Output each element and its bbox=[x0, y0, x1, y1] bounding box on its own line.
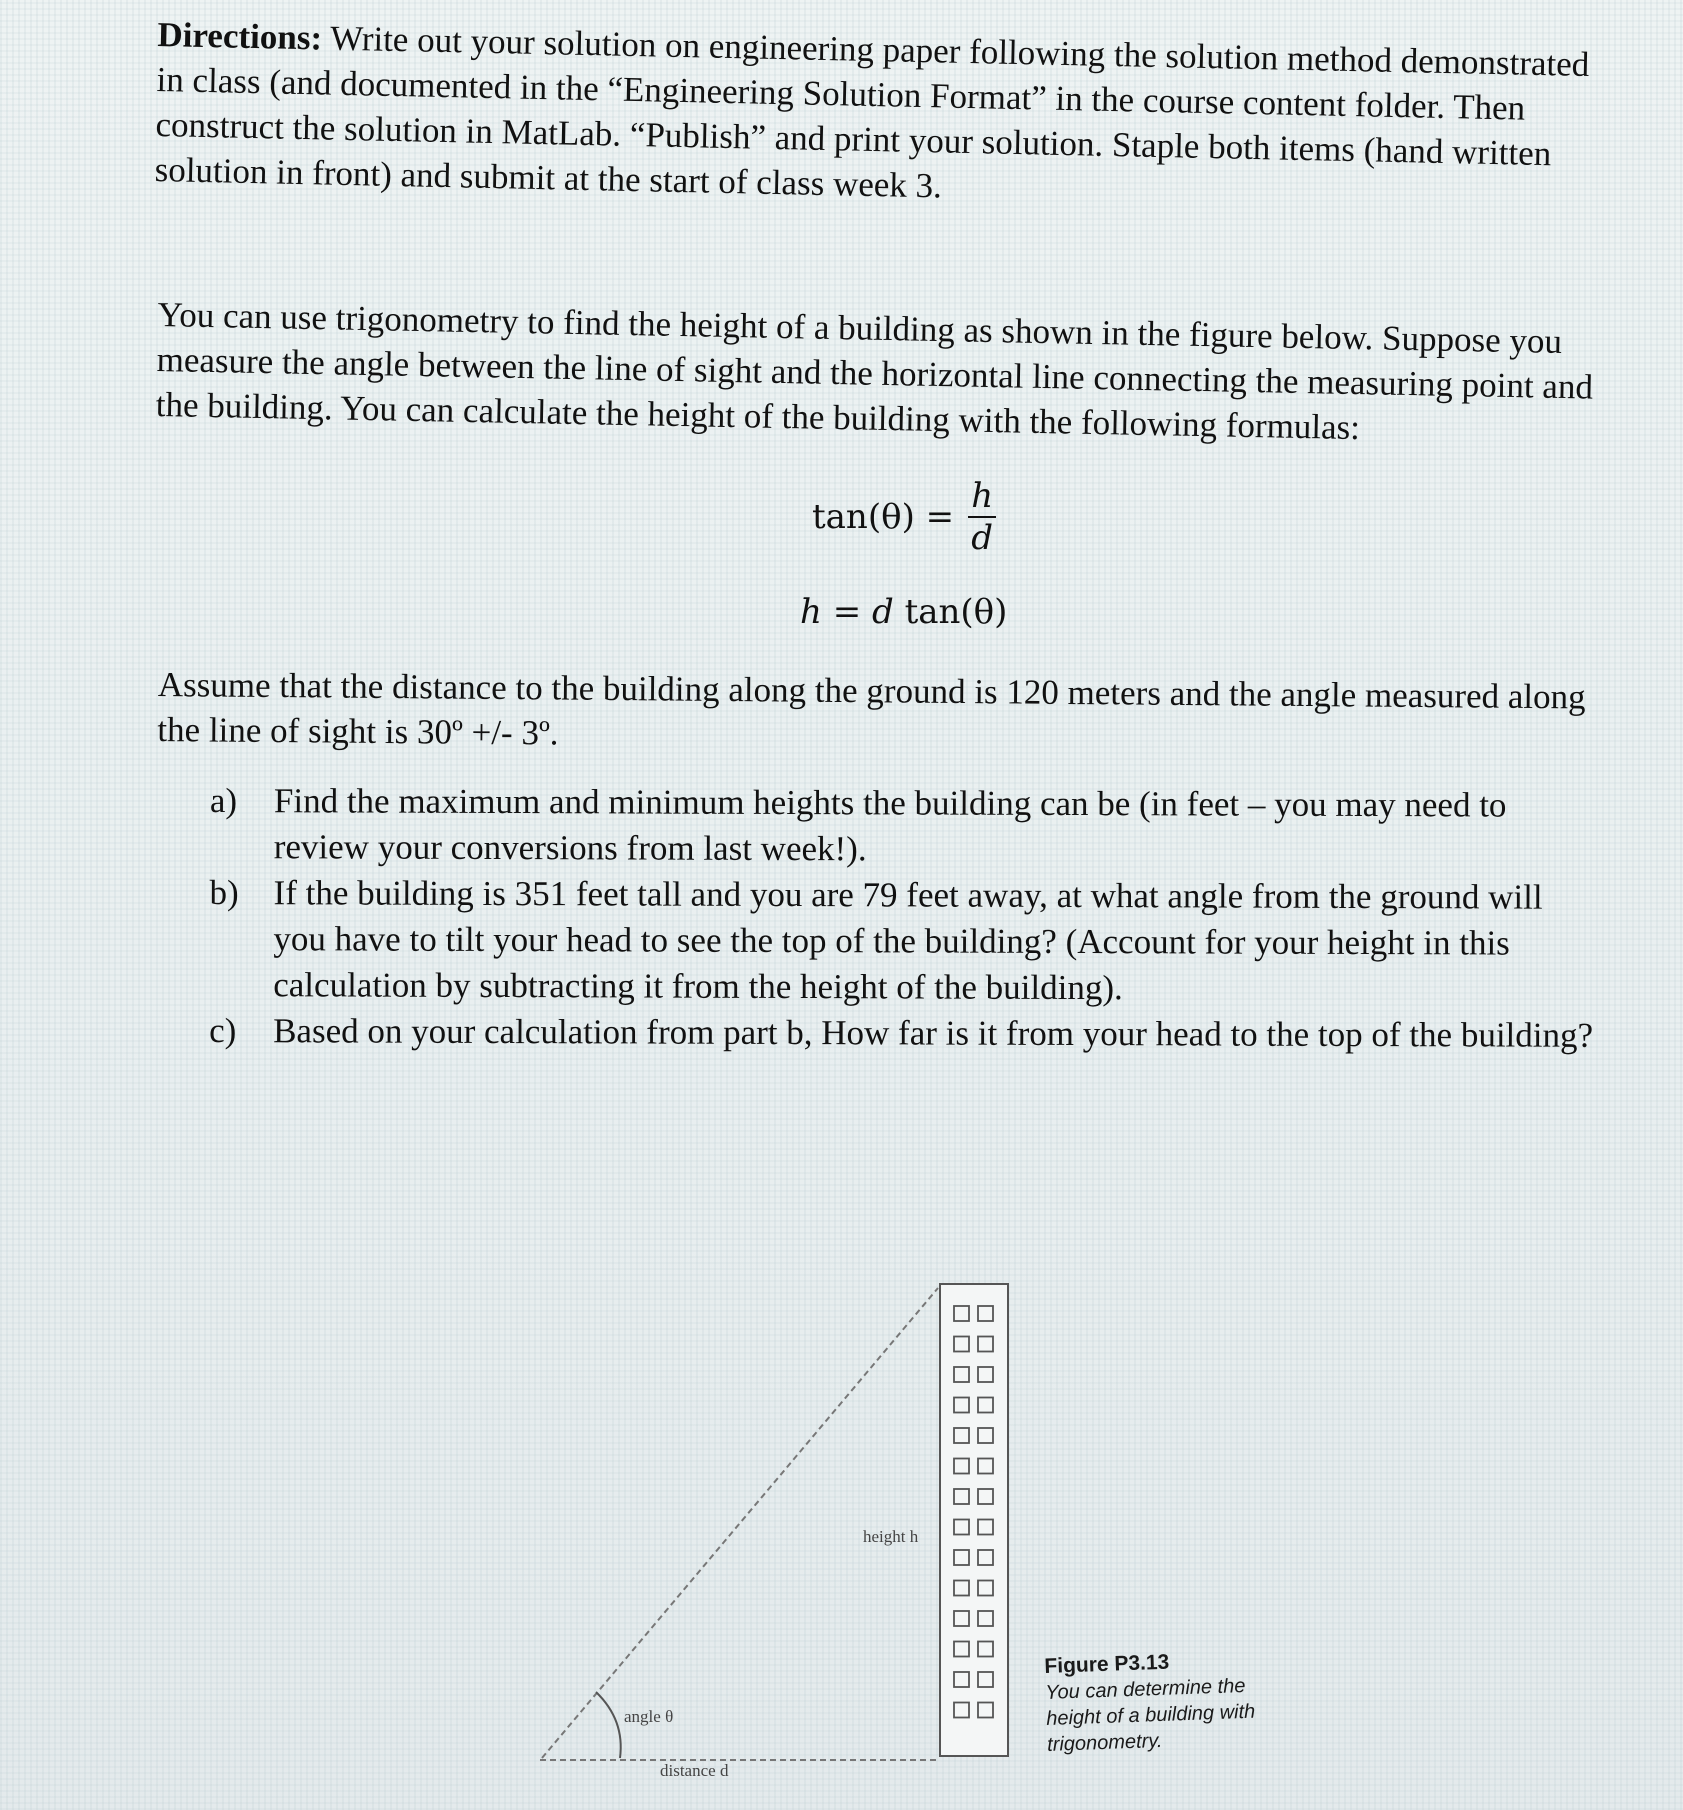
question-text: If the building is 351 feet tall and you are 79 feet away, at what angle from the ground will you have to tilt your head to see the top of the building? (Account for your height in this calculation by subtracting it from the height of the building). bbox=[273, 873, 1543, 1008]
formula-h: h bbox=[800, 592, 822, 632]
caption-title: Figure P3.13 bbox=[1044, 1650, 1170, 1678]
formula-fraction bbox=[968, 476, 996, 558]
figure-caption bbox=[1044, 1646, 1287, 1758]
formula-equals: = bbox=[821, 592, 873, 632]
question-b bbox=[209, 870, 1599, 1013]
question-letter: a) bbox=[209, 781, 238, 821]
formula-height bbox=[800, 592, 1007, 632]
question-letter: c) bbox=[209, 1010, 237, 1051]
distance-label: distance d bbox=[660, 1761, 729, 1780]
fraction-denominator: d bbox=[971, 518, 994, 558]
directions-text: Write out your solution on engineering paper following the solution method demonstrated in class (and documented in the “Engineering Solution Format” in the course content folder. Then construct the solution in MatLab. “Publish” and print your solution. Staple both items (hand written solution in front) and submit at the start of class week 3. bbox=[154, 18, 1590, 206]
question-c bbox=[209, 1008, 1599, 1059]
angle-arc bbox=[596, 1692, 621, 1758]
fraction-numerator: h bbox=[971, 476, 994, 516]
directions-label: Directions: bbox=[157, 14, 323, 58]
directions-paragraph bbox=[154, 12, 1597, 222]
assume-paragraph: Assume that the distance to the building along the ground is 120 meters and the angle measured along the line of sight is 30º +/- 3º. bbox=[157, 664, 1586, 753]
line-of-sight bbox=[542, 1288, 938, 1758]
question-text: Find the maximum and minimum heights the building can be (in feet – you may need to review your conversions from last week!). bbox=[273, 781, 1507, 869]
height-label: height h bbox=[863, 1527, 919, 1546]
formula-d: d bbox=[872, 592, 894, 632]
question-a bbox=[210, 778, 1600, 875]
formula-tan bbox=[812, 476, 996, 558]
building bbox=[940, 1284, 1008, 1756]
question-text: Based on your calculation from part b, How far is it from your head to the top of the building? bbox=[273, 1011, 1594, 1055]
formula-tan-theta: tan(θ) bbox=[893, 592, 1008, 632]
angle-label: angle θ bbox=[624, 1707, 674, 1726]
question-list bbox=[209, 778, 1600, 1059]
question-letter: b) bbox=[209, 872, 239, 913]
formula-tan-left: tan(θ) = bbox=[812, 497, 955, 537]
intro-paragraph: You can use trigonometry to find the height of a building as shown in the figure below. Suppose you measure the angle between the line of sight and the horizontal line connecting the measuring point and the building. You can calculate the height of the building with the following formulas: bbox=[155, 294, 1594, 448]
caption-body: You can determine the height of a building with trigonometry. bbox=[1044, 1674, 1256, 1756]
